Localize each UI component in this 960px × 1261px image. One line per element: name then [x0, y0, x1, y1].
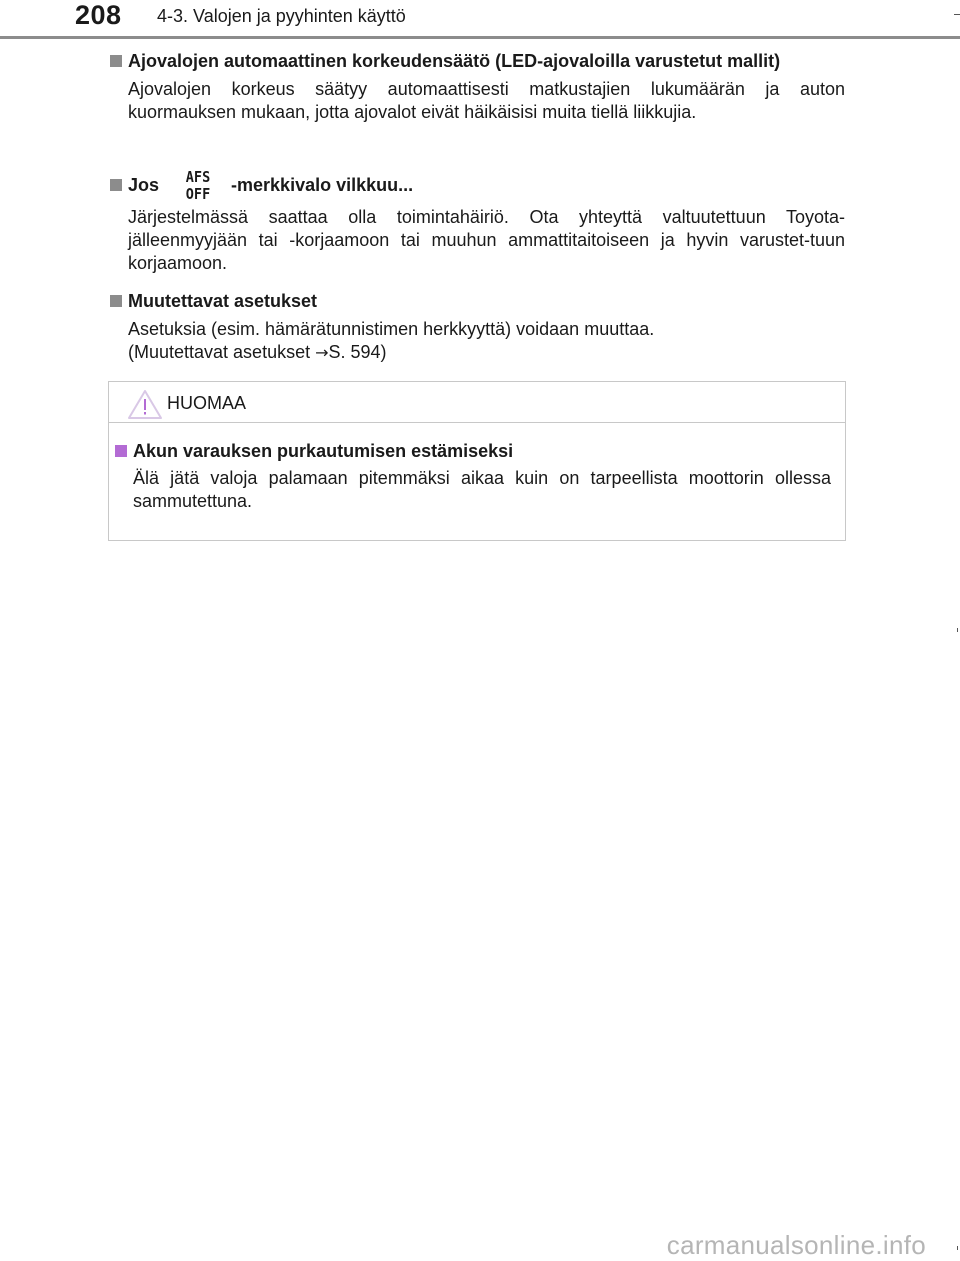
section-heading: [110, 50, 845, 73]
section-body: Järjestelmässä saattaa olla toimintahäiriö. Ota yhteyttä valtuutettuun Toyota-jälleenmyyjään tai -korjaamoon tai muuhun ammattitaitoiseen ja hyvin varustet-tuun korjaamoon.: [128, 207, 845, 273]
bullet-square-icon: [110, 295, 122, 307]
notice-title: HUOMAA: [167, 393, 247, 413]
page-reference-link[interactable]: S. 594): [328, 342, 387, 362]
section-auto-leveling: [110, 50, 845, 124]
section-heading-text: Muutettavat asetukset: [128, 291, 318, 311]
heading-prefix: Jos: [128, 175, 160, 195]
crop-mark: [957, 1246, 958, 1250]
afs-off-indicator-icon: [183, 169, 214, 203]
reference-prefix: (Muutettavat asetukset: [128, 342, 316, 362]
chapter-title: 4-3. Valojen ja pyyhinten käyttö: [157, 6, 406, 26]
page-number: 208: [75, 0, 122, 30]
crop-mark: [957, 628, 958, 632]
crop-mark: [954, 14, 960, 15]
body-line: [128, 341, 845, 364]
section-heading-text: Ajovalojen automaattinen korkeudensäätö (LED-ajovaloilla varustetut mallit): [128, 51, 781, 71]
arrow-right-icon: →: [315, 343, 329, 362]
section-heading: [110, 290, 845, 313]
section-afs-warning: [110, 166, 845, 275]
notice-item: [115, 440, 831, 513]
notice-box: [108, 381, 846, 541]
notice-item-heading-text: Akun varauksen purkautumisen estämiseksi: [133, 441, 514, 461]
body-line: Asetuksia (esim. hämärätunnistimen herkkyyttä) voidaan muuttaa.: [128, 319, 655, 339]
notice-header: [109, 382, 845, 423]
afs-icon-line: OFF: [185, 185, 211, 204]
bullet-square-icon: [110, 179, 122, 191]
notice-item-body: Älä jätä valoja palamaan pitemmäksi aikaa kuin on tarpeellista moottorin ollessa sammutettuna.: [133, 468, 831, 511]
bullet-square-icon: [110, 55, 122, 67]
afs-icon-line: AFS: [185, 168, 211, 187]
section-body: [110, 318, 845, 364]
header-rule: [0, 36, 960, 39]
warning-triangle-icon: [127, 388, 163, 420]
heading-suffix: -merkkivalo vilkkuu...: [231, 175, 414, 195]
section-heading: [110, 166, 845, 204]
watermark: carmanualsonline.info: [666, 1230, 926, 1260]
bullet-square-icon: [115, 445, 127, 457]
page-header: [0, 0, 960, 40]
notice-item-heading: [115, 440, 831, 463]
section-body: Ajovalojen korkeus säätyy automaattisesti matkustajien lukumäärän ja auton kuormauksen mukaan, jotta ajovalot eivät häikäisisi muita tiellä liikkujia.: [128, 79, 845, 122]
section-customization: [110, 290, 845, 364]
